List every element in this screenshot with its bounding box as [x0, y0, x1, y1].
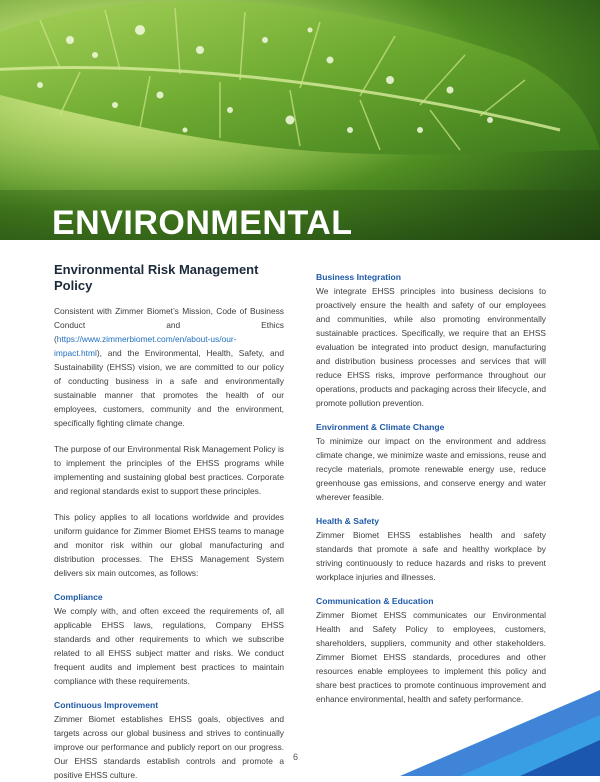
- business-integration-paragraph: We integrate EHSS principles into business decisions to proactively ensure the health and safety of our employees and communities, while also promoting environmentally sustainable practices. Specifically, we require that an EHSS evaluation be integrated into product design, manufacturing and distribution business processes and services that will reduce EHSS risks, improve performance throughout our operations, products and packaging across their lifecycle, and promote pollution prevention.: [316, 286, 546, 408]
- intro-text-cont: ), and the Environmental, Health, Safety, and Sustainability (EHSS) vision, we are committed to our policy of conducting business in a safe and environmentally sustainable manner that promotes the health of our employees, customers, community and the environment, specifically fighting climate change.: [54, 348, 284, 428]
- environment-climate-heading: Environment & Climate Change: [316, 422, 445, 432]
- impact-link[interactable]: https://www.zimmerbiomet.com/en/about-us/our-impact.html: [54, 334, 237, 358]
- compliance-heading: Compliance: [54, 592, 103, 602]
- purpose-paragraph: The purpose of our Environmental Risk Management Policy is to implement the principles of the EHSS programs while implementing and sustaining global best practices. Corporate and regional standards exist to support these principles.: [54, 444, 284, 496]
- left-column: [54, 262, 284, 782]
- business-integration-heading: Business Integration: [316, 272, 401, 282]
- intro-paragraph: [54, 304, 284, 430]
- hero-banner: [0, 0, 600, 240]
- health-safety-heading: Health & Safety: [316, 516, 380, 526]
- page-number: 6: [293, 752, 299, 762]
- section-heading: Environmental Risk Management Policy: [54, 262, 259, 293]
- page-title: ENVIRONMENTAL: [52, 204, 353, 240]
- health-safety-paragraph: Zimmer Biomet EHSS establishes health and safety standards that promote a safe and healthy workplace by striving continuously to reduce hazards and risks to prevent workplace injuries and illnesses.: [316, 530, 546, 582]
- intro-text: Consistent with Zimmer Biomet’s Mission, Code of Business Conduct and Ethics (: [54, 306, 284, 344]
- communication-education-paragraph: Zimmer Biomet EHSS communicates our Environmental Health and Safety Policy to employees, customers, shareholders, suppliers, community and other stakeholders. Zimmer Biomet EHSS standards, procedures and other resources enable employees to implement this policy and share best practices to promote continuous improvement and enhance environmental, health and safety performance.: [316, 610, 546, 704]
- continuous-improvement-paragraph: Zimmer Biomet establishes EHSS goals, objectives and targets across our global business and strives to continually improve our performance and publicly report on our progress. Our EHSS standards establish controls and promote a positive EHSS culture.: [54, 714, 284, 780]
- environment-climate-paragraph: To minimize our impact on the environment and address climate change, we minimize waste and emissions, reuse and recycle materials, promote renewable energy use, reduce greenhouse gas emissions, and conserve energy and water wherever feasible.: [316, 436, 546, 502]
- right-column: [316, 262, 546, 706]
- compliance-paragraph: We comply with, and often exceed the requirements of, all applicable EHSS laws, regulations, Company EHSS standards and other requirements to which we subscribe related to all EHSS subject matter and risks. We conduct frequent audits and implement best practices to maintain compliance with these requirements.: [54, 606, 284, 686]
- continuous-improvement-heading: Continuous Improvement: [54, 700, 159, 710]
- corner-decoration: [380, 690, 600, 776]
- scope-paragraph: This policy applies to all locations worldwide and provides uniform guidance for Zimmer Biomet EHSS teams to manage and monitor risk within our global manufacturing and distribution processes. The EHSS Management System delivers six main outcomes, as follows:: [54, 512, 284, 578]
- communication-education-heading: Communication & Education: [316, 596, 434, 606]
